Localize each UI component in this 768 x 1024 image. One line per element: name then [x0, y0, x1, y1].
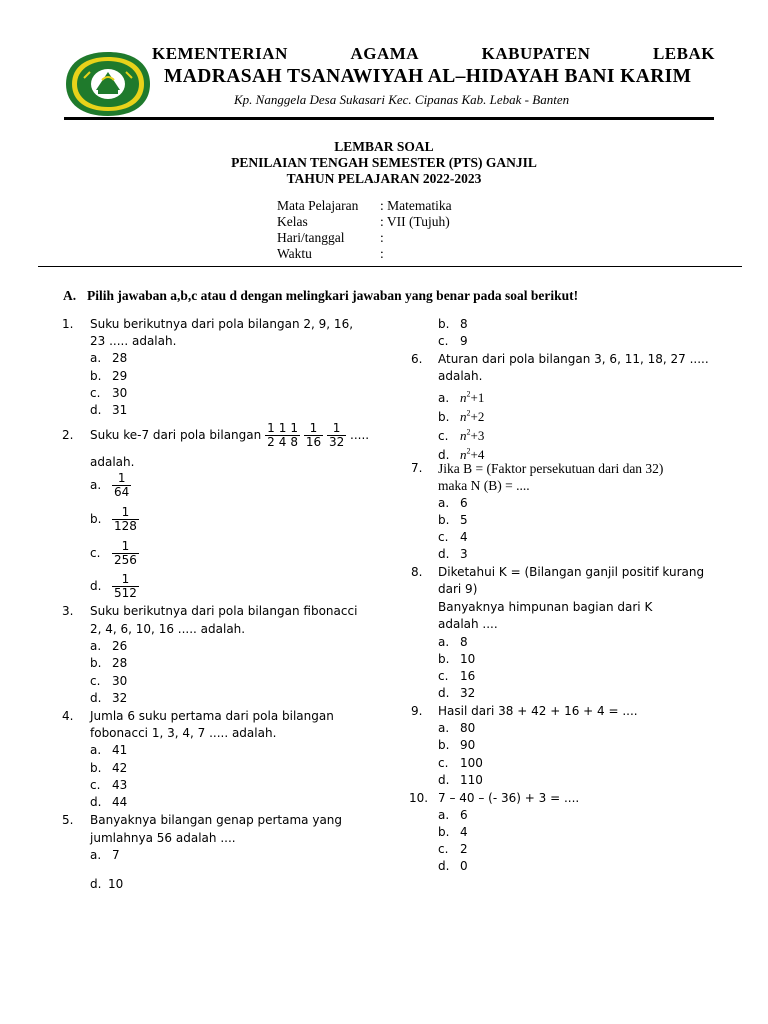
fraction — [112, 506, 139, 533]
option-letter: a. — [90, 639, 102, 653]
option-text: 29 — [112, 369, 128, 383]
question-number: 10. — [409, 791, 429, 805]
fraction — [112, 472, 131, 499]
numerator: 1 — [267, 421, 275, 435]
option[interactable] — [90, 573, 139, 600]
option-letter: d. — [90, 877, 102, 891]
question-3-text: Suku berikutnya dari pola bilangan fibonacci — [90, 604, 358, 618]
formula-rest: +3 — [470, 428, 485, 444]
option-letter: c. — [438, 669, 449, 683]
option-letter: d. — [438, 686, 450, 700]
option[interactable] — [90, 540, 139, 567]
question-number: 6. — [411, 352, 423, 366]
title-line-3: TAHUN PELAJARAN 2022-2023 — [286, 171, 482, 186]
denominator: 512 — [114, 586, 137, 600]
numerator: 1 — [309, 421, 318, 435]
option-text: 5 — [460, 513, 468, 527]
school-address: Kp. Nanggela Desa Sukasari Kec. Cipanas Kab. Lebak - Banten — [234, 92, 570, 107]
option[interactable] — [90, 794, 127, 811]
option-text: 30 — [112, 674, 128, 688]
option[interactable] — [438, 807, 468, 824]
question-number: 7. — [411, 461, 423, 475]
title-line-2: PENILAIAN TENGAH SEMESTER (PTS) GANJIL — [231, 155, 537, 170]
option-text: 6 — [460, 496, 468, 510]
option[interactable] — [90, 760, 127, 777]
letterhead-divider — [64, 117, 714, 120]
ministry-word-2: AGAMA — [350, 44, 420, 63]
question-4-text-cont: fobonacci 1, 3, 4, 7 ..... adalah. — [90, 726, 277, 740]
ministry-word-3: KABUPATEN — [481, 44, 591, 63]
question-8-text-cont: adalah .... — [438, 617, 498, 631]
option[interactable] — [90, 690, 127, 707]
formula-exponent: 2 — [466, 447, 471, 456]
option[interactable] — [438, 668, 475, 685]
section-letter: A. — [63, 288, 77, 303]
document-title — [0, 139, 768, 187]
option-letter: c. — [90, 674, 101, 688]
option-text: 8 — [460, 317, 468, 331]
option[interactable] — [438, 685, 475, 702]
question-7-text: Jika B = (Faktor persekutuan dari dan 32) — [438, 461, 664, 476]
question-6-text-cont: adalah. — [438, 369, 483, 383]
option-text: 9 — [460, 334, 468, 348]
option-text: 28 — [112, 656, 128, 670]
question-number: 5. — [62, 813, 74, 827]
option[interactable] — [438, 824, 468, 841]
option-letter: b. — [90, 369, 102, 383]
option[interactable] — [90, 777, 127, 794]
formula-base: n — [460, 428, 467, 444]
option-letter: b. — [90, 512, 102, 526]
info-value: : — [380, 246, 384, 261]
option[interactable] — [438, 737, 475, 754]
question-8-text: Diketahui K = (Bilangan ganjil positif kurang — [438, 565, 705, 579]
option-letter: a. — [90, 848, 102, 862]
option-letter: b. — [90, 761, 102, 775]
option-text: 32 — [112, 691, 128, 705]
option-letter: b. — [438, 738, 450, 752]
ministry-line — [152, 44, 715, 64]
question-8-text-cont: Banyaknya himpunan bagian dari K — [438, 600, 653, 614]
ministry-word-4: LEBAK — [652, 44, 715, 63]
option-text: 10 — [460, 652, 476, 666]
question-number: 9. — [411, 704, 423, 718]
formula-base: n — [460, 447, 467, 463]
option-text: 30 — [112, 386, 128, 400]
option-letter: b. — [438, 652, 450, 666]
denominator: 32 — [328, 435, 345, 449]
denominator: 8 — [290, 435, 298, 449]
option[interactable] — [438, 841, 468, 858]
fraction — [265, 422, 277, 449]
option[interactable] — [438, 720, 475, 737]
formula — [460, 390, 484, 405]
option-letter: b. — [438, 825, 450, 839]
question-number: 8. — [411, 565, 423, 579]
option[interactable] — [90, 876, 123, 893]
option-letter: b. — [438, 410, 450, 425]
question-5-text: Banyaknya bilangan genap pertama yang — [90, 813, 343, 827]
option-letter: a. — [438, 496, 450, 510]
option-letter: a. — [438, 808, 450, 822]
info-value: : VII (Tujuh) — [380, 214, 450, 229]
info-label: Hari/tanggal — [277, 230, 345, 245]
fraction — [112, 573, 139, 600]
exam-info-table — [277, 198, 452, 262]
denominator: 256 — [114, 553, 137, 567]
question-1-text-cont: 23 ..... adalah. — [90, 334, 177, 348]
numerator: 1 — [117, 471, 126, 485]
option-text: 90 — [460, 738, 476, 752]
option-text: 2 — [460, 842, 468, 856]
option-letter: c. — [438, 334, 449, 348]
question-1-text: Suku berikutnya dari pola bilangan 2, 9, 16, — [90, 317, 354, 331]
option-letter: d. — [90, 579, 102, 593]
formula — [460, 409, 484, 424]
option[interactable] — [438, 316, 468, 333]
option[interactable] — [90, 742, 127, 759]
formula-rest: +4 — [470, 447, 485, 463]
denominator: 64 — [114, 485, 130, 499]
option[interactable] — [90, 402, 127, 419]
option-text: 100 — [460, 756, 483, 770]
question-number: 1. — [62, 317, 74, 331]
option-letter: d. — [90, 795, 102, 809]
option[interactable] — [438, 858, 468, 875]
question-4-text: Jumla 6 suku pertama dari pola bilangan — [90, 709, 334, 723]
option-text: 42 — [112, 761, 128, 775]
question-3-text-cont: 2, 4, 6, 10, 16 ..... adalah. — [90, 622, 246, 636]
numerator: 1 — [121, 539, 130, 553]
option[interactable] — [90, 506, 139, 533]
numerator: 1 — [332, 421, 341, 435]
option-letter: d. — [90, 691, 102, 705]
option-letter: c. — [90, 546, 101, 560]
option[interactable] — [90, 385, 127, 402]
option-text: 4 — [460, 825, 468, 839]
question-6-text: Aturan dari pola bilangan 3, 6, 11, 18, 27 ..... — [438, 352, 709, 366]
option-letter: c. — [90, 778, 101, 792]
option[interactable] — [438, 512, 468, 529]
option-text: 8 — [460, 635, 468, 649]
option-text: 6 — [460, 808, 468, 822]
option-letter: a. — [90, 351, 102, 365]
option[interactable] — [438, 546, 468, 563]
info-row-class — [277, 214, 452, 230]
fraction — [288, 422, 300, 449]
option-text: 0 — [460, 859, 468, 873]
formula-rest: +1 — [470, 390, 485, 406]
option-text: 28 — [112, 351, 128, 365]
option-letter: d. — [438, 859, 450, 873]
info-row-time — [277, 246, 452, 262]
formula-base: n — [460, 409, 467, 425]
formula-rest: +2 — [470, 409, 485, 425]
info-value: : — [380, 230, 384, 245]
info-label: Kelas — [277, 214, 308, 229]
option-text: 16 — [460, 669, 476, 683]
question-5-text-cont: jumlahnya 56 adalah .... — [90, 831, 236, 845]
option-letter: b. — [438, 513, 450, 527]
numerator: 1 — [290, 421, 298, 435]
question-2-text-cont: adalah. — [90, 455, 135, 469]
option[interactable] — [90, 847, 120, 864]
option-letter: a. — [438, 721, 450, 735]
denominator: 2 — [267, 435, 275, 449]
option-letter: b. — [438, 317, 450, 331]
formula-exponent: 2 — [466, 428, 471, 437]
formula — [460, 428, 484, 443]
section-heading — [63, 288, 578, 304]
option-text: 44 — [112, 795, 128, 809]
option[interactable] — [438, 755, 483, 772]
numerator: 1 — [121, 505, 130, 519]
option[interactable] — [438, 495, 468, 512]
formula-base: n — [460, 390, 467, 406]
numerator: 1 — [278, 421, 287, 435]
option[interactable] — [90, 350, 127, 367]
option-letter: b. — [90, 656, 102, 670]
option-letter: c. — [438, 756, 449, 770]
option-letter: a. — [90, 743, 102, 757]
option-text: 3 — [460, 547, 468, 561]
denominator: 4 — [278, 435, 287, 449]
option[interactable] — [438, 772, 483, 789]
option-letter: a. — [438, 635, 450, 649]
option[interactable] — [438, 651, 475, 668]
option-letter: d. — [438, 547, 450, 561]
option-text: 7 — [112, 848, 120, 862]
question-number: 2. — [62, 428, 74, 442]
option-text: 31 — [112, 403, 128, 417]
info-label: Waktu — [277, 246, 312, 261]
denominator: 16 — [305, 435, 322, 449]
question-number: 4. — [62, 709, 74, 723]
option-letter: d. — [438, 448, 450, 463]
option-letter: c. — [90, 386, 101, 400]
ministry-word-1: KEMENTERIAN — [152, 44, 288, 63]
option[interactable] — [90, 673, 127, 690]
fraction — [327, 422, 346, 449]
option-text: 41 — [112, 743, 128, 757]
info-label: Mata Pelajaran — [277, 198, 359, 213]
option-text: 43 — [112, 778, 128, 792]
fraction — [112, 540, 139, 567]
fraction — [277, 422, 289, 449]
question-10-text: 7 – 40 – (- 36) + 3 = .... — [438, 791, 580, 805]
fraction — [304, 422, 323, 449]
option-text: 10 — [108, 877, 124, 891]
option[interactable] — [438, 529, 468, 546]
school-logo — [64, 50, 152, 118]
option[interactable] — [90, 655, 127, 672]
question-7-text-cont: maka N (B) = .... — [438, 478, 530, 493]
info-divider — [38, 266, 742, 267]
option-letter: c. — [438, 530, 449, 544]
formula-exponent: 2 — [466, 409, 471, 418]
title-line-1: LEMBAR SOAL — [334, 139, 434, 154]
option[interactable] — [438, 634, 468, 651]
option-text: 32 — [460, 686, 476, 700]
option-letter: c. — [438, 429, 449, 444]
option[interactable] — [90, 368, 127, 385]
option-text: 4 — [460, 530, 468, 544]
option-letter: d. — [438, 773, 450, 787]
option[interactable] — [90, 638, 127, 655]
question-2-prefix: Suku ke-7 dari pola bilangan — [90, 428, 262, 442]
question-2-suffix: ..... — [350, 428, 370, 442]
option-text: 80 — [460, 721, 476, 735]
info-row-date — [277, 230, 452, 246]
question-2-text — [90, 420, 369, 451]
school-name: MADRASAH TSANAWIYAH AL–HIDAYAH BANI KARIM — [164, 66, 692, 87]
question-8-text-cont: dari 9) — [438, 582, 478, 596]
option-letter: a. — [90, 478, 102, 492]
section-instruction: Pilih jawaban a,b,c atau d dengan melingkari jawaban yang benar pada soal berikut! — [87, 288, 579, 303]
option-letter: a. — [438, 391, 450, 406]
denominator: 128 — [114, 519, 137, 533]
info-value: : Matematika — [380, 198, 452, 213]
option-text: 110 — [460, 773, 483, 787]
numerator: 1 — [121, 572, 130, 586]
option-letter: d. — [90, 403, 102, 417]
option-letter: c. — [438, 842, 449, 856]
info-row-subject — [277, 198, 452, 214]
option[interactable] — [438, 333, 468, 350]
formula-exponent: 2 — [466, 390, 471, 399]
option[interactable] — [90, 472, 131, 499]
question-9-text: Hasil dari 38 + 42 + 16 + 4 = .... — [438, 704, 638, 718]
option-text: 26 — [112, 639, 128, 653]
question-number: 3. — [62, 604, 74, 618]
